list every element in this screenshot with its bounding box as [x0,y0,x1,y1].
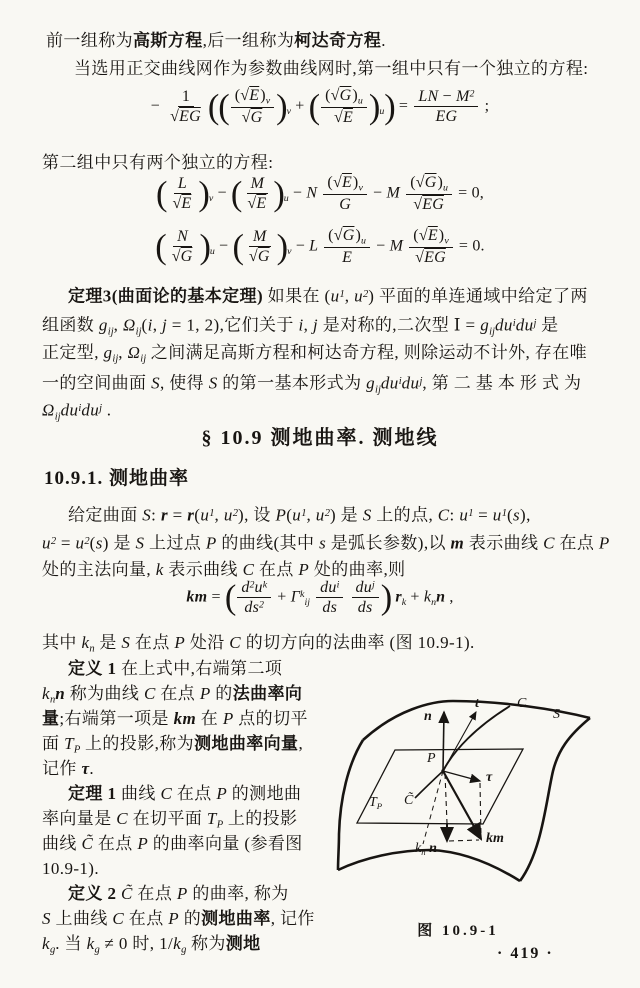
label-projected-curve-C-tilde: C̃ [404,793,414,808]
left-col-line: $k_nn$ 称为曲线 C 在点 P 的法曲率向 [42,684,303,706]
theorem-3-line: $\Omega_{ij}du^idu^j$ . [42,400,112,423]
para-second-group: 第二组中只有两个独立的方程: [42,153,274,172]
figure-10-9-1 [336,684,632,918]
label-normal-curvature-vector-knn: $k_n$ n [415,841,437,858]
para-gauss-codazzi-naming: 前一组称为高斯方程,后一组称为柯达奇方程. [46,31,386,50]
left-col-line: S 上曲线 C 在点 P 的测地曲率, 记作 [42,909,315,928]
subsection-heading: 10.9.1. 测地曲率 [44,468,190,489]
left-col-line: 面 $T_P$ 上的投影,称为测地曲率向量, [42,734,304,756]
left-col-line: 定义 1 在上式中,右端第二项 [68,659,283,678]
theorem-3-line: 组函数 $g_{ij}$, $\Omega_{ij}(i$, j = 1, 2),它们关于 i, j 是对称的,二次型 Ⅰ = $g_{ij}du^idu^j$ 是 [42,315,559,338]
formula-codazzi-1: ( $\frac{L}{√E}$ )$_v$ − ( $\frac{M}{√E}$ )$_u - N$ $\frac{(√E)_v}{G}$ − M $\frac{(√G)_u}{√EG}$ = 0, [155,174,485,214]
left-col-line: 量;右端第一项是 km 在 P 点的切平 [42,709,308,728]
left-col-line: 定义 2 C̃ 在点 P 的曲率, 称为 [68,884,289,903]
formula-gauss-equation: − $\frac{1}{√EG}$ (( $\frac{(√E)_v}{√G}$ )$_v$ + ( $\frac{(√G)_u}{√E}$ )$_u$) = $\frac{LN - M^2}{EG}$ ; [150,87,490,127]
left-col-line: 记作 τ. [42,759,95,778]
left-col-line: 定理 1 曲线 C 在点 P 的测地曲 [68,784,302,803]
label-curvature-vector-km: km [486,831,504,846]
theorem-3-line: 一的空间曲面 S, 使得 S 的第一基本形式为 $g_{ij}du^idu^j$, 第 二 基 本 形 式 为 [42,373,582,396]
left-col-line: 曲线 C̃ 在点 P 的曲率向量 (参看图 [42,834,303,853]
normal-curvature-note: 其中 $k_n$ 是 S 在点 P 处沿 C 的切方向的法曲率 (图 10.9-1). [42,633,475,655]
theorem-3-line: 正定型, $g_{ij}$, $\Omega_{ij}$ 之间满足高斯方程和柯达奇方程, 则除运动不计外, 存在唯 [42,343,587,365]
label-geodesic-curvature-vector-tau: τ [486,770,493,785]
left-col-line: 10.9-1). [42,859,100,878]
left-col-line: 率向量是 C 在切平面 $T_P$ 上的投影 [42,809,298,831]
intro-line: $u^2 = u^2(s)$ 是 S 上过点 P 的曲线(其中 s 是弧长参数),以 m 表示曲线 C 在点 P [42,533,610,553]
formula-codazzi-2: ( $\frac{N}{√G}$ )$_u$ − ( $\frac{M}{√G}$ )$_v - L$ $\frac{(√G)_u}{E}$ − M $\frac{(√E)_v}{√EG}$ = 0. [155,227,485,267]
theorem-3-line: 定理3(曲面论的基本定理) 如果在 ($u^1$, $u^2$) 平面的单连通域中给定了两 [68,286,588,306]
label-surface-S: S [553,707,560,722]
label-normal-vector-n: n [424,709,432,724]
section-heading: § 10.9 测地曲率. 测地线 [201,427,439,449]
label-curve-C: C [517,696,527,711]
figure-caption: 图 10.9-1 [417,923,499,939]
para-orthogonal-net: 当选用正交曲线网作为参数曲线网时,第一组中只有一个独立的方程: [74,59,589,78]
label-point-P: P [427,751,436,766]
label-tangent-plane-TP: $T_P$ [369,795,383,812]
page-number: · 419 · [497,945,554,962]
formula-curvature-decomposition: km = ( $\frac{d^2u^k}{ds^2}$ + $\Gamma^k_{ij}$ $\frac{du^i}{ds}$ $\frac{du^j}{ds}$ ) $r_k + k_nn$ , [186,578,454,617]
label-tangent-vector-t: t [475,696,479,711]
intro-line: 处的主法向量, k 表示曲线 C 在点 P 处的曲率,则 [42,560,406,579]
left-col-line: $k_g$. 当 $k_g \ne 0$ 时, $1/k_g$ 称为测地 [42,934,261,956]
intro-line: 给定曲面 S: $r = r(u^1$, $u^2$), 设 $P(u^1$, $u^2$) 是 S 上的点, C: $u^1 = u^1(s)$, [68,505,531,525]
